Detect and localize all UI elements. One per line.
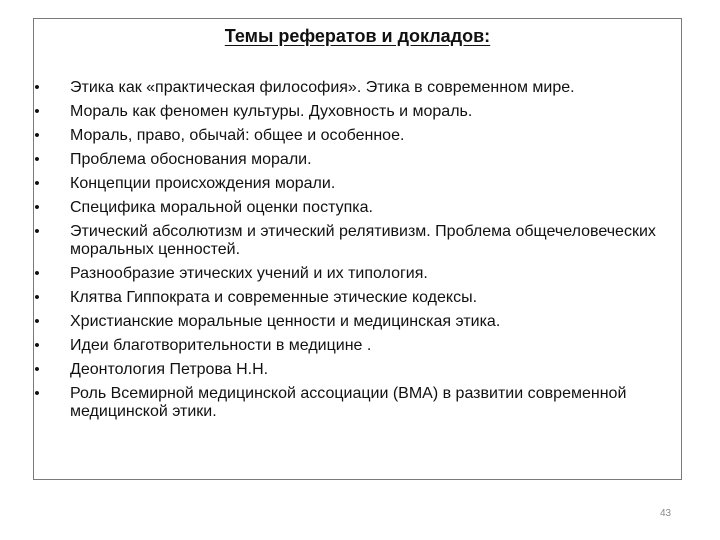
bullet-icon: • bbox=[34, 289, 40, 306]
bullet-icon: • bbox=[34, 265, 40, 282]
topics-list bbox=[34, 79, 664, 427]
topic-text: Клятва Гиппократа и современные этические кодексы. bbox=[70, 289, 478, 306]
list-item bbox=[34, 223, 664, 259]
bullet-icon: • bbox=[34, 337, 40, 354]
topic-text: Мораль как феномен культуры. Духовность и мораль. bbox=[70, 103, 473, 120]
list-item bbox=[34, 151, 664, 169]
list-item bbox=[34, 79, 664, 97]
bullet-icon: • bbox=[34, 313, 40, 330]
list-item bbox=[34, 289, 664, 307]
topic-text: Деонтология Петрова Н.Н. bbox=[70, 361, 269, 378]
topic-text: Этический абсолютизм и этический релятивизм. Проблема общечеловеческих моральных ценностей. bbox=[70, 223, 656, 258]
topic-text: Роль Всемирной медицинской ассоциации (ВМА) в развитии современной медицинской этики. bbox=[70, 385, 627, 420]
page-number: 43 bbox=[660, 508, 672, 519]
list-item bbox=[34, 337, 664, 355]
topic-text: Специфика моральной оценки поступка. bbox=[70, 199, 373, 216]
list-item bbox=[34, 199, 664, 217]
bullet-icon: • bbox=[34, 361, 40, 378]
bullet-icon: • bbox=[34, 127, 40, 144]
bullet-icon: • bbox=[34, 223, 40, 240]
list-item bbox=[34, 361, 664, 379]
bullet-icon: • bbox=[34, 385, 40, 402]
list-item bbox=[34, 385, 664, 421]
topic-text: Разнообразие этических учений и их типология. bbox=[70, 265, 428, 282]
slide-title bbox=[34, 26, 681, 47]
topic-text: Концепции происхождения морали. bbox=[70, 175, 336, 192]
topic-text: Мораль, право, обычай: общее и особенное. bbox=[70, 127, 405, 144]
topic-text: Христианские моральные ценности и медицинская этика. bbox=[70, 313, 501, 330]
topic-text: Проблема обоснования морали. bbox=[70, 151, 312, 168]
topic-text: Этика как «практическая философия». Этика в современном мире. bbox=[70, 79, 575, 96]
list-item bbox=[34, 103, 664, 121]
bullet-icon: • bbox=[34, 199, 40, 216]
bullet-icon: • bbox=[34, 175, 40, 192]
list-item bbox=[34, 127, 664, 145]
list-item bbox=[34, 265, 664, 283]
list-item bbox=[34, 313, 664, 331]
bullet-icon: • bbox=[34, 103, 40, 120]
slide-title-text: Темы рефератов и докладов: bbox=[224, 26, 491, 46]
bullet-icon: • bbox=[34, 79, 40, 96]
list-item bbox=[34, 175, 664, 193]
bullet-icon: • bbox=[34, 151, 40, 168]
slide-content-frame bbox=[33, 18, 682, 480]
topic-text: Идеи благотворительности в медицине . bbox=[70, 337, 372, 354]
